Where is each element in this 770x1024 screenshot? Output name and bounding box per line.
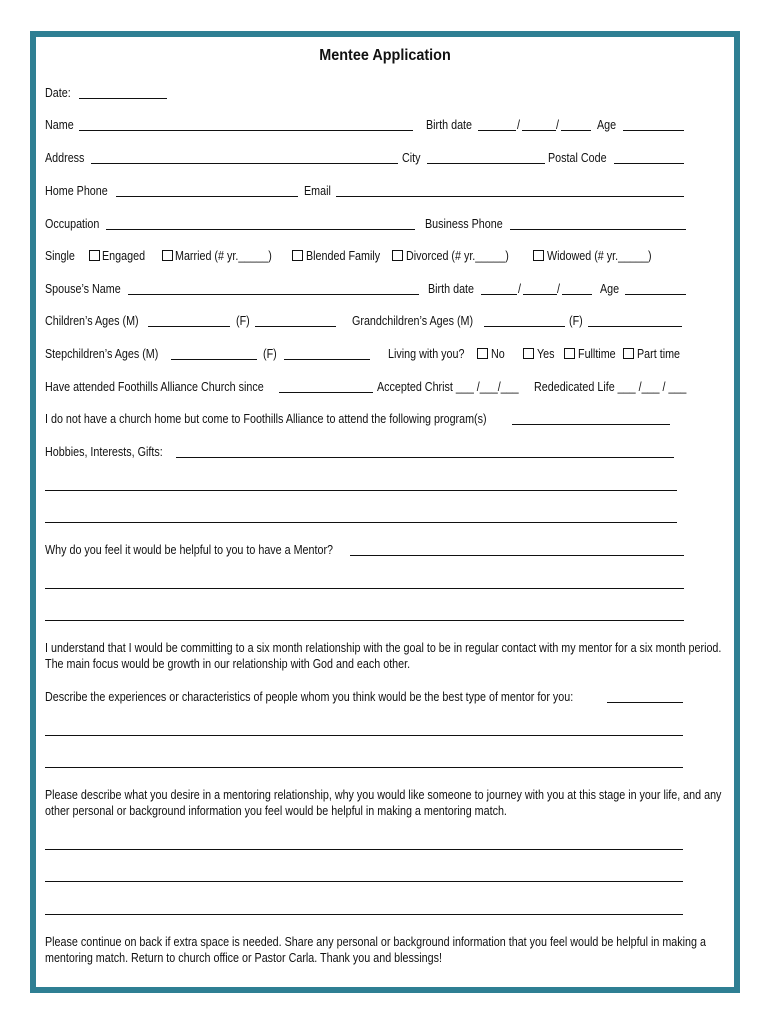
spouse-birth-year-field[interactable] (562, 294, 592, 295)
home-phone-field[interactable] (116, 196, 298, 197)
childrens-f-label: (F) (236, 314, 250, 328)
fulltime-checkbox[interactable] (564, 348, 575, 359)
divorced-label: Divorced (# yr._____) (406, 249, 509, 263)
date-slash: / (557, 282, 560, 296)
stepchildrens-ages-label: Stepchildren’s Ages (M) (45, 347, 159, 361)
postal-code-label: Postal Code (548, 151, 607, 165)
stepchildrens-f-label: (F) (263, 347, 277, 361)
name-label: Name (45, 118, 74, 132)
widowed-label: Widowed (# yr._____) (547, 249, 652, 263)
grandchildrens-ages-label: Grandchildren’s Ages (M) (352, 314, 474, 328)
occupation-field[interactable] (106, 229, 415, 230)
divorced-checkbox[interactable] (392, 250, 403, 261)
grandchildrens-f-label: (F) (569, 314, 583, 328)
describe-mentor-line[interactable] (45, 735, 683, 736)
engaged-checkbox[interactable] (89, 250, 100, 261)
no-label: No (491, 347, 505, 361)
grandchildrens-ages-m-field[interactable] (484, 326, 565, 327)
widowed-checkbox[interactable] (533, 250, 544, 261)
why-mentor-line[interactable] (45, 620, 684, 621)
date-slash: / (517, 118, 520, 132)
birth-year-field[interactable] (561, 130, 591, 131)
address-label: Address (45, 151, 85, 165)
attended-since-label: Have attended Foothills Alliance Church since (45, 380, 264, 394)
hobbies-line[interactable] (45, 490, 677, 491)
home-phone-label: Home Phone (45, 184, 108, 198)
describe-mentor-line[interactable] (45, 767, 683, 768)
date-slash: / (556, 118, 559, 132)
spouse-birth-day-field[interactable] (523, 294, 557, 295)
business-phone-field[interactable] (510, 229, 686, 230)
form-title: Mentee Application (319, 47, 451, 64)
describe-mentor-field[interactable] (607, 702, 683, 703)
birth-date-label: Birth date (426, 118, 473, 132)
no-checkbox[interactable] (477, 348, 488, 359)
desire-line[interactable] (45, 914, 683, 915)
commitment-text: I understand that I would be committing to a six month relationship with the goal to be in regular contact with my mentor for a six month period. The main focus would be growth in our relationship with God and each other. (45, 641, 722, 671)
desire-line[interactable] (45, 881, 683, 882)
living-with-you-label: Living with you? (388, 347, 465, 361)
yes-label: Yes (537, 347, 555, 361)
grandchildrens-ages-f-field[interactable] (588, 326, 682, 327)
married-label: Married (# yr._____) (175, 249, 272, 263)
childrens-ages-f-field[interactable] (255, 326, 336, 327)
stepchildrens-ages-m-field[interactable] (171, 359, 257, 360)
birth-month-field[interactable] (478, 130, 516, 131)
date-slash: / (518, 282, 521, 296)
no-church-home-label: I do not have a church home but come to Foothills Alliance to attend the following program(s) (45, 412, 487, 426)
spouse-name-label: Spouse’s Name (45, 282, 121, 296)
parttime-label: Part time (637, 347, 681, 361)
childrens-ages-m-field[interactable] (148, 326, 230, 327)
engaged-label: Engaged (102, 249, 146, 263)
blended-family-label: Blended Family (306, 249, 381, 263)
spouse-age-field[interactable] (625, 294, 686, 295)
accepted-christ-label: Accepted Christ ___ /___/___ (377, 380, 519, 394)
desire-line[interactable] (45, 849, 683, 850)
date-field[interactable] (79, 98, 167, 99)
attended-since-field[interactable] (279, 392, 373, 393)
parttime-checkbox[interactable] (623, 348, 634, 359)
hobbies-line[interactable] (45, 522, 677, 523)
spouse-name-field[interactable] (128, 294, 419, 295)
rededicated-life-label: Rededicated Life ___ /___ / ___ (534, 380, 687, 394)
birth-day-field[interactable] (522, 130, 556, 131)
hobbies-field[interactable] (176, 457, 674, 458)
why-mentor-label: Why do you feel it would be helpful to you to have a Mentor? (45, 543, 334, 557)
married-checkbox[interactable] (162, 250, 173, 261)
age-label: Age (597, 118, 617, 132)
desire-text: Please describe what you desire in a mentoring relationship, why you would like someone to journey with you at this stage in your life, and any other personal or background information you feel would be helpful in making a mentoring match. (45, 788, 722, 818)
childrens-ages-label: Children’s Ages (M) (45, 314, 139, 328)
name-field[interactable] (79, 130, 413, 131)
hobbies-label: Hobbies, Interests, Gifts: (45, 445, 163, 459)
describe-mentor-label: Describe the experiences or characteristics of people whom you think would be the best type of mentor for you: (45, 690, 574, 704)
email-field[interactable] (336, 196, 684, 197)
email-label: Email (304, 184, 331, 198)
spouse-birth-month-field[interactable] (481, 294, 517, 295)
postal-code-field[interactable] (614, 163, 684, 164)
spouse-age-label: Age (600, 282, 620, 296)
spouse-birth-date-label: Birth date (428, 282, 475, 296)
why-mentor-line[interactable] (45, 588, 684, 589)
blended-family-checkbox[interactable] (292, 250, 303, 261)
continue-text: Please continue on back if extra space is needed. Share any personal or background information that you feel would be helpful in making a mentoring match. Return to church office or Pastor Carla. Thank you and blessings! (45, 935, 706, 965)
address-field[interactable] (91, 163, 398, 164)
yes-checkbox[interactable] (523, 348, 534, 359)
single-label: Single (45, 249, 75, 263)
date-label: Date: (45, 86, 71, 100)
city-field[interactable] (427, 163, 545, 164)
occupation-label: Occupation (45, 217, 100, 231)
city-label: City (402, 151, 421, 165)
why-mentor-field[interactable] (350, 555, 684, 556)
fulltime-label: Fulltime (578, 347, 616, 361)
age-field[interactable] (623, 130, 684, 131)
stepchildrens-ages-f-field[interactable] (284, 359, 370, 360)
business-phone-label: Business Phone (425, 217, 503, 231)
programs-field[interactable] (512, 424, 670, 425)
